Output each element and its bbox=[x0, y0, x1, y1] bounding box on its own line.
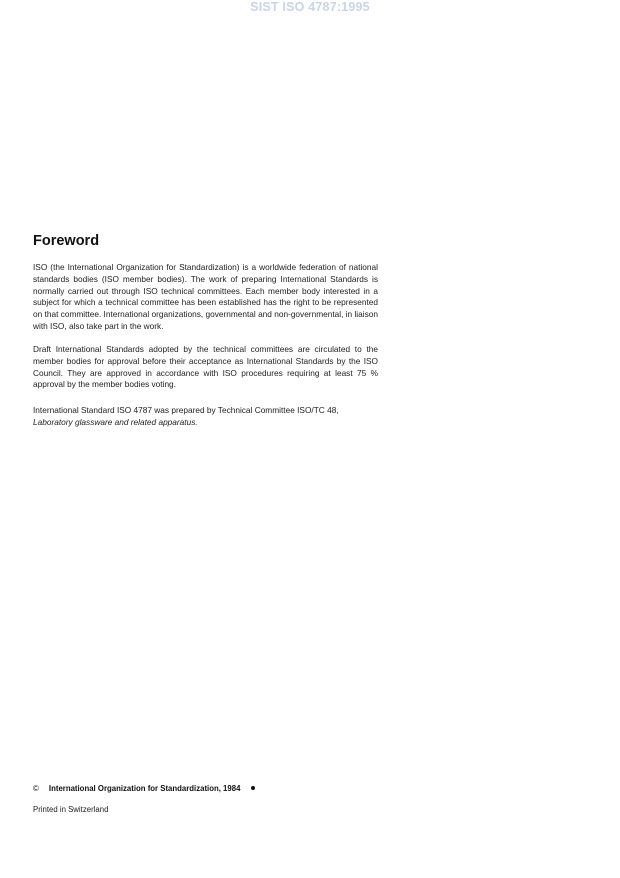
foreword-paragraph-3 bbox=[33, 405, 378, 429]
copyright-line bbox=[33, 784, 255, 793]
foreword-paragraph-2: Draft International Standards adopted by the technical committees are circulated to the member bodies for approval before their acceptance as International Standards by the ISO Council. They are approved in accordance with ISO procedures requiring at least 75 % approval by the member bodies voting. bbox=[33, 344, 378, 390]
watermark: SIST ISO 4787:1995 bbox=[250, 0, 370, 14]
foreword-paragraph-1: ISO (the International Organization for Standardization) is a worldwide federation of national standards bodies (ISO member bodies). The work of preparing International Standards is normally carried out through ISO technical committees. Each member body interested in a subject for which a technical committee has been established has the right to be represented on that committee. International organizations, governmental and non-governmental, in liaison with ISO, also take part in the work. bbox=[33, 262, 378, 331]
bullet-icon bbox=[251, 786, 255, 790]
printed-in: Printed in Switzerland bbox=[33, 805, 109, 814]
copyright-text: International Organization for Standardization, 1984 bbox=[48, 784, 241, 793]
copyright-symbol: © bbox=[33, 784, 39, 793]
foreword-heading: Foreword bbox=[33, 233, 100, 249]
committee-title: Laboratory glassware and related apparatus. bbox=[33, 416, 198, 427]
committee-statement: International Standard ISO 4787 was prepared by Technical Committee ISO/TC 48, bbox=[33, 405, 339, 415]
